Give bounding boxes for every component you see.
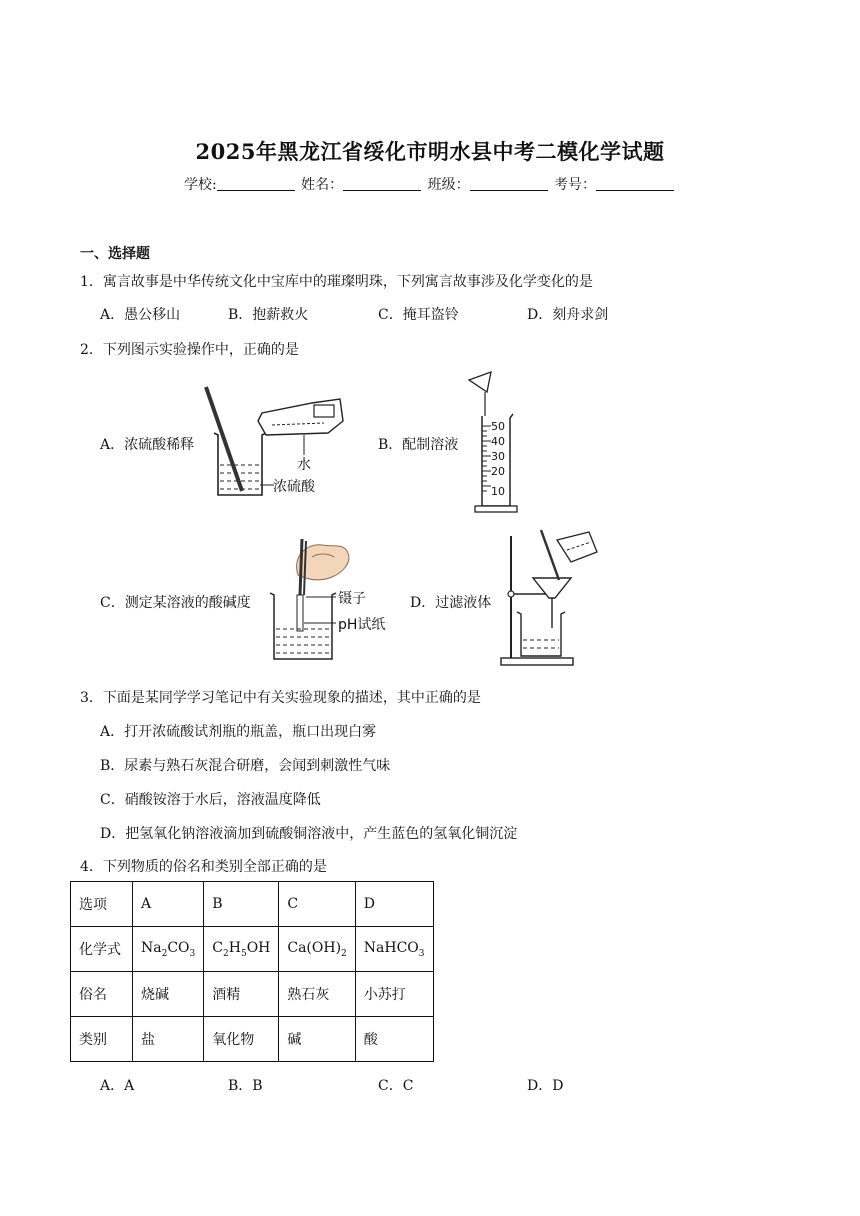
table-cell: 酸: [355, 1017, 433, 1062]
q3-option-b[interactable]: B．尿素与熟石灰混合研磨，会闻到刺激性气味: [100, 758, 391, 774]
label-water: 水: [297, 457, 311, 473]
formula-cell: $C_2H_5OH$: [204, 927, 279, 972]
figure-acid-dilution: [200, 385, 350, 500]
table-cell: 小苏打: [355, 972, 433, 1017]
figure-filtration: [497, 528, 601, 668]
table-cell: C: [279, 882, 355, 927]
q2-option-c[interactable]: C．测定某溶液的酸碱度: [100, 595, 251, 611]
tick-20: 20: [491, 465, 505, 478]
figure-ph-test: [262, 535, 392, 663]
q2-option-a[interactable]: A．浓硫酸稀释: [100, 437, 195, 453]
exam-no-blank[interactable]: [596, 176, 674, 191]
tick-30: 30: [491, 450, 505, 463]
q2-option-b[interactable]: B．配制溶液: [378, 437, 459, 453]
class-blank[interactable]: [470, 176, 548, 191]
table-row: [71, 882, 434, 927]
table-cell: 烧碱: [133, 972, 204, 1017]
q4-option-a[interactable]: A．A: [100, 1078, 135, 1094]
table-cell: 盐: [133, 1017, 204, 1062]
table-row: [71, 1017, 434, 1062]
table-cell: 类别: [71, 1017, 133, 1062]
q1-option-d[interactable]: D．刻舟求剑: [527, 307, 609, 323]
formula-cell: NaHCO$_3$: [355, 927, 433, 972]
tick-40: 40: [491, 435, 505, 448]
table-cell: D: [355, 882, 433, 927]
table-cell: 氧化物: [204, 1017, 279, 1062]
table-cell: 酒精: [204, 972, 279, 1017]
figure-measuring-cylinder: [465, 370, 515, 516]
table-cell: 熟石灰: [279, 972, 355, 1017]
name-blank[interactable]: [343, 176, 421, 191]
q3-option-d[interactable]: D．把氢氧化钠溶液滴加到硫酸铜溶液中，产生蓝色的氢氧化铜沉淀: [100, 826, 518, 842]
question-4-stem: 4．下列物质的俗名和类别全部正确的是: [80, 859, 327, 875]
question-1-stem: 1．寓言故事是中华传统文化中宝库中的璀璨明珠，下列寓言故事涉及化学变化的是: [80, 274, 593, 290]
name-label: 姓名：: [301, 177, 344, 193]
table-row: [71, 972, 434, 1017]
school-blank[interactable]: [217, 176, 295, 191]
q3-option-a[interactable]: A．打开浓硫酸试剂瓶的瓶盖，瓶口出现白雾: [100, 724, 377, 740]
label-ph-paper: pH试纸: [338, 617, 386, 633]
q4-option-c[interactable]: C．C: [378, 1078, 414, 1094]
question-2-stem: 2．下列图示实验操作中，正确的是: [80, 342, 299, 358]
table-cell: 化学式: [71, 927, 133, 972]
question-3-stem: 3．下面是某同学学习笔记中有关实验现象的描述，其中正确的是: [80, 690, 481, 706]
formula-cell: $Na_2CO_3$: [133, 927, 204, 972]
table-cell: B: [204, 882, 279, 927]
table-cell: 碱: [279, 1017, 355, 1062]
table-cell: 俗名: [71, 972, 133, 1017]
tick-50: 50: [491, 420, 505, 433]
q1-option-c[interactable]: C．掩耳盗铃: [378, 307, 459, 323]
label-tweezers: 镊子: [338, 591, 366, 607]
page-title: 2025年黑龙江省绥化市明水县中考二模化学试题: [195, 139, 665, 164]
q2-option-d[interactable]: D．过滤液体: [410, 595, 492, 611]
school-label: 学校:: [183, 177, 217, 193]
student-info-line: [0, 174, 860, 194]
table-cell: A: [133, 882, 204, 927]
q3-option-c[interactable]: C．硝酸铵溶于水后，溶液温度降低: [100, 792, 321, 808]
label-conc-acid: 浓硫酸: [273, 479, 315, 495]
q1-option-b[interactable]: B．抱薪救火: [228, 307, 309, 323]
section-title: 一、选择题: [80, 246, 150, 262]
class-label: 班级：: [427, 177, 470, 193]
table-row: [71, 927, 434, 972]
exam-no-label: 考号：: [554, 177, 597, 193]
formula-cell: $Ca(OH)_2$: [279, 927, 355, 972]
q4-option-b[interactable]: B．B: [228, 1078, 263, 1094]
q4-option-d[interactable]: D．D: [527, 1078, 564, 1094]
substance-table: [70, 881, 434, 1062]
tick-10: 10: [491, 485, 505, 498]
q1-option-a[interactable]: A．愚公移山: [100, 307, 181, 323]
table-cell: 选项: [71, 882, 133, 927]
